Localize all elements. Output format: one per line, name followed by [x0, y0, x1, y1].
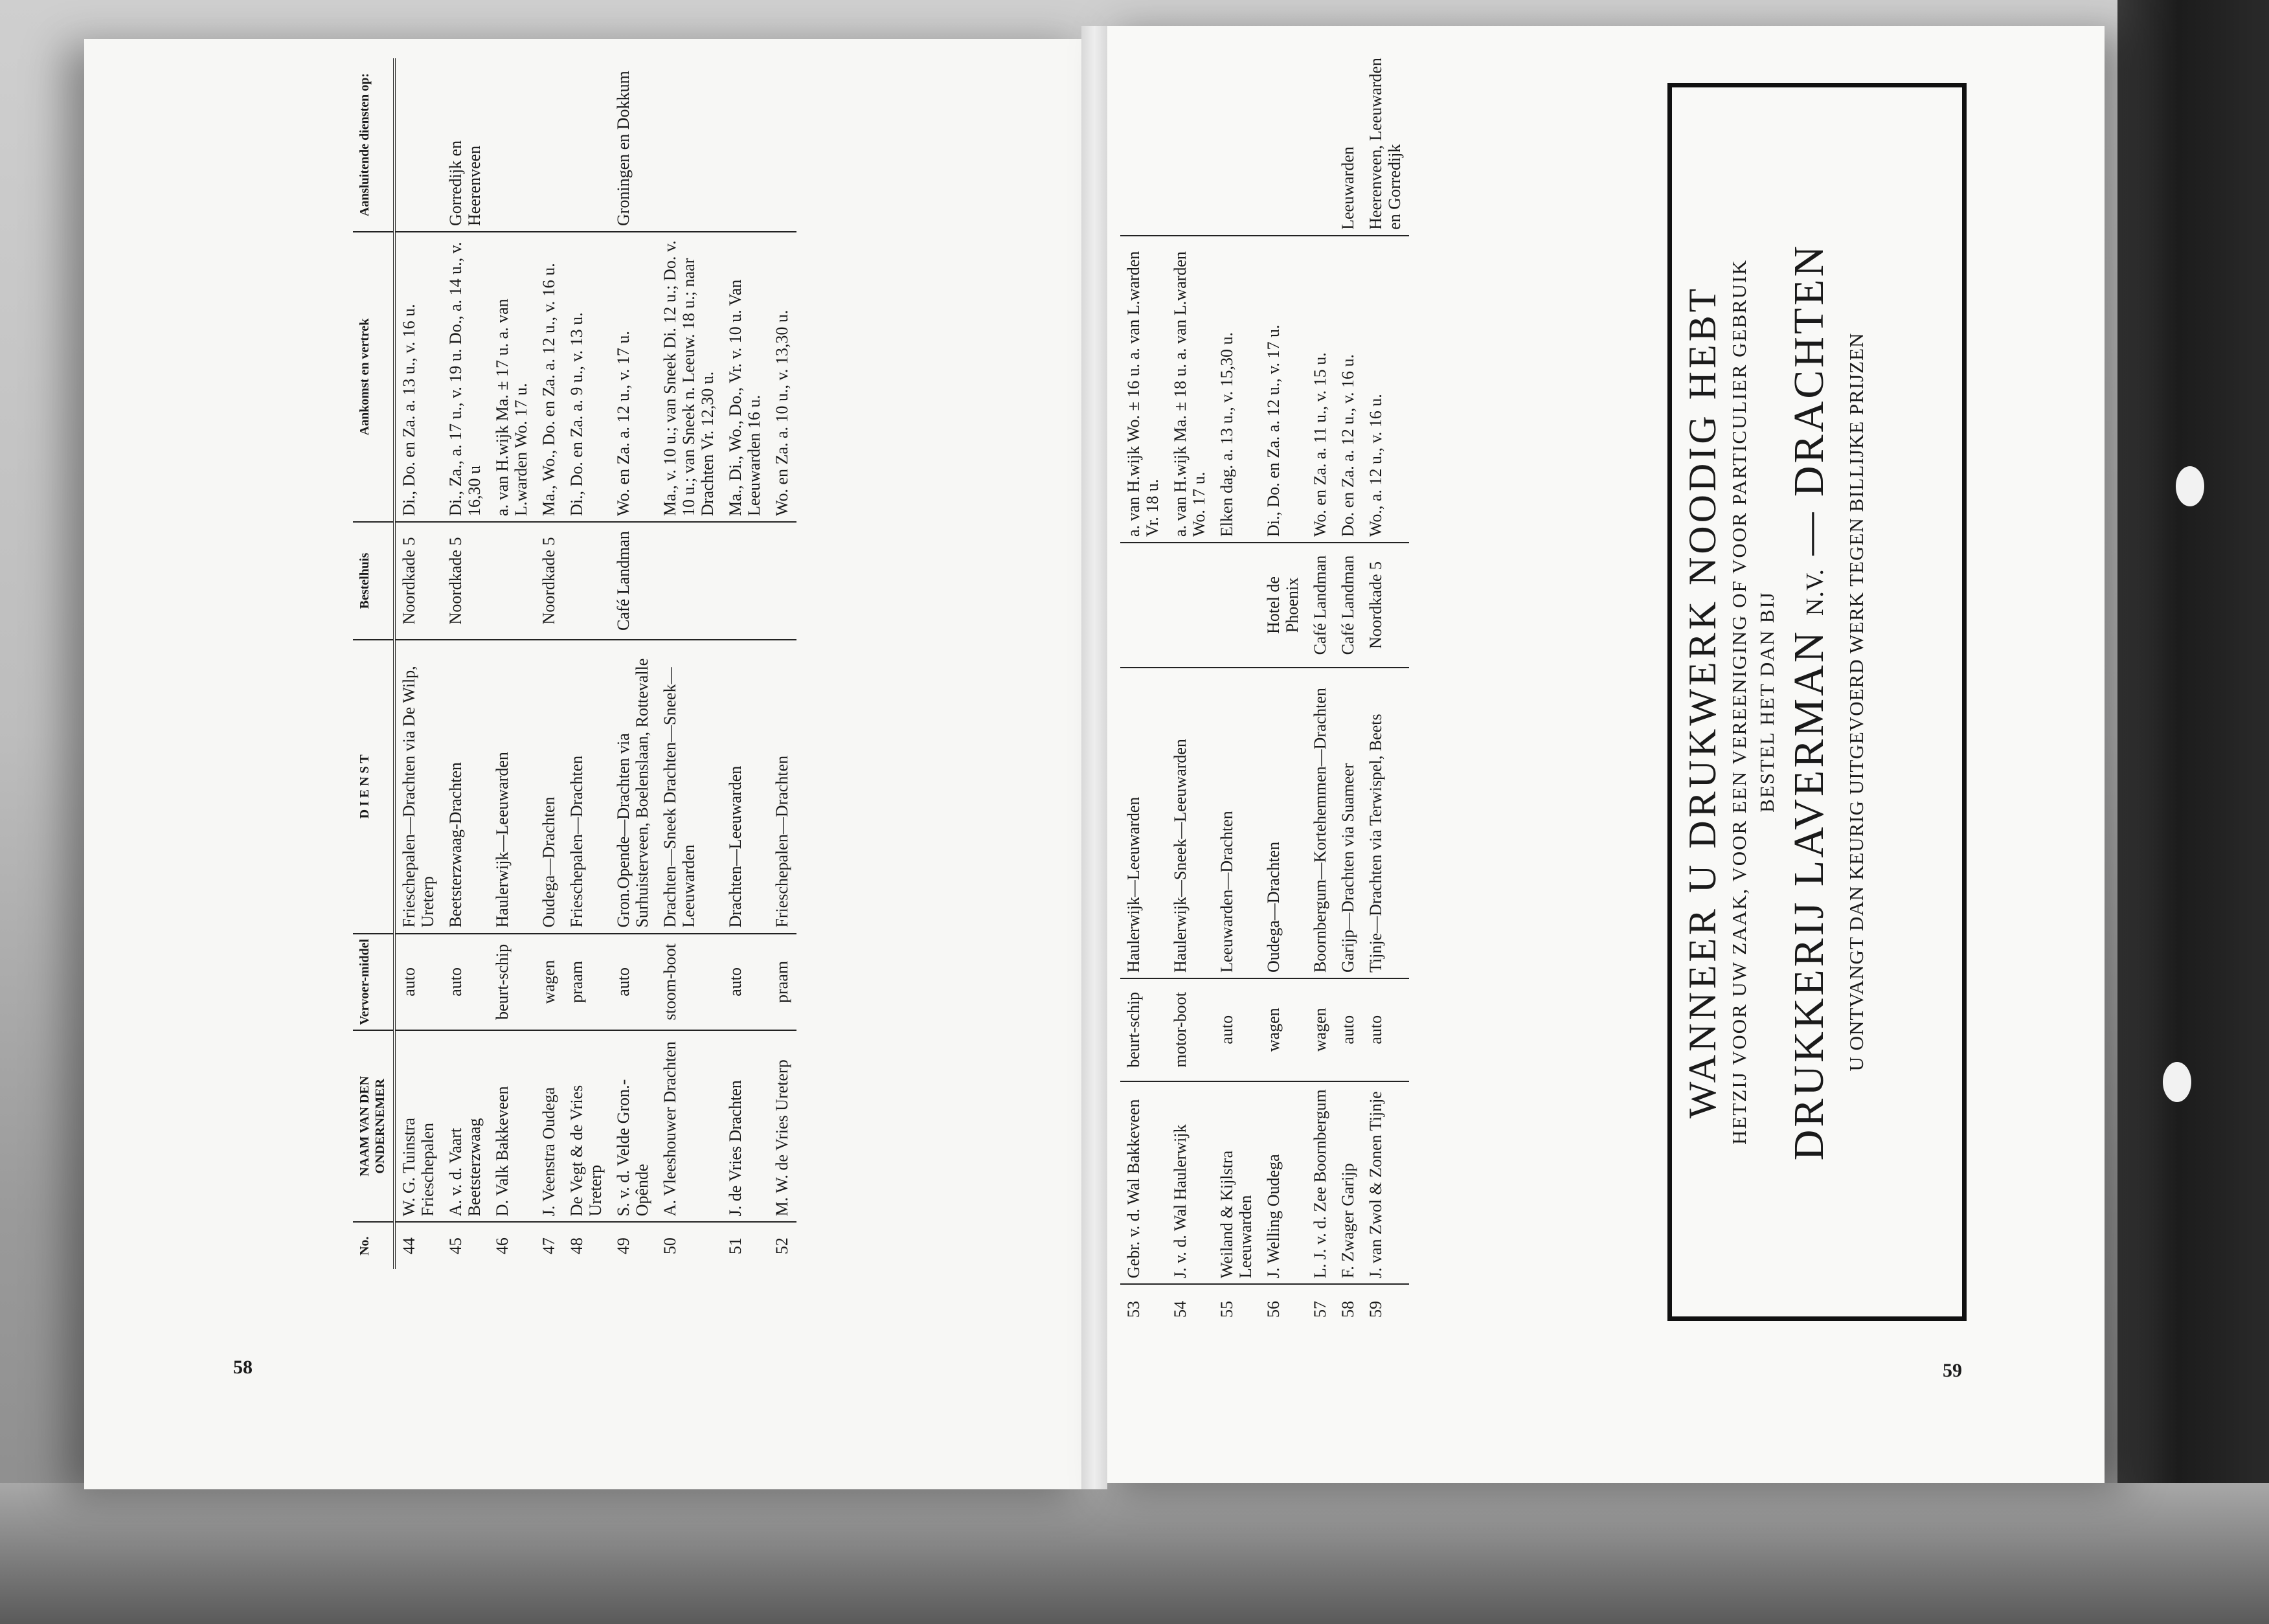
cell-aankomst: Wo. en Za. a. 10 u., v. 13,30 u. — [769, 232, 796, 522]
cell-dienst: Haulerwijk—Sneek—Leeuwarden — [1167, 668, 1214, 978]
cell-naam: A. Vleeshouwer Drachten — [657, 1030, 722, 1222]
cell-aansluiting — [1167, 52, 1214, 236]
cell-vervoermiddel: auto — [394, 934, 442, 1031]
cell-vervoermiddel: praam — [563, 934, 610, 1031]
cell-aankomst: Wo., a. 12 u., v. 16 u. — [1362, 236, 1409, 543]
ad-order-line: BESTEL HET DAN BIJ — [1755, 591, 1778, 813]
cell-no: 50 — [660, 1237, 679, 1255]
cell-aansluiting — [722, 58, 769, 232]
cell-no: 55 — [1217, 1301, 1236, 1318]
cell-vervoermiddel: stoom-boot — [657, 934, 722, 1031]
cell-dienst: Leeuwarden—Drachten — [1214, 668, 1260, 978]
cell-bestelhuis — [769, 522, 796, 640]
cell-no: 57 — [1311, 1301, 1329, 1318]
cell-no: 45 — [446, 1237, 465, 1255]
cell-vervoermiddel: auto — [1335, 978, 1362, 1081]
cell-no: 59 — [1366, 1301, 1385, 1318]
cell-vervoermiddel: auto — [442, 934, 489, 1031]
page-number-left: 58 — [233, 1357, 253, 1378]
table-body-right — [1120, 52, 1409, 1334]
cell-vervoermiddel: praam — [769, 934, 796, 1031]
cell-aansluiting: Gorredijk en Heerenveen — [442, 58, 489, 232]
cell-aansluiting — [489, 58, 536, 232]
ad-company-place: — DRACHTEN — [1785, 243, 1833, 556]
cell-naam: J. van Zwol & Zonen Tijnje — [1362, 1081, 1409, 1285]
advertisement-box — [1667, 83, 1967, 1321]
cell-vervoermiddel: motor-boot — [1167, 978, 1214, 1081]
cell-aansluiting — [563, 58, 610, 232]
table-row — [1120, 52, 1167, 1334]
table-row — [563, 58, 610, 1269]
cell-bestelhuis — [657, 522, 722, 640]
table-row — [610, 58, 657, 1269]
book-gutter — [1081, 26, 1107, 1489]
cell-no: 46 — [493, 1237, 512, 1255]
scanner-bottom-shadow — [0, 1483, 2269, 1624]
cell-aankomst: Wo. en Za. a. 11 u., v. 15 u. — [1307, 236, 1335, 543]
cell-naam: S. v. d. Velde Gron.-Opênde — [610, 1030, 657, 1222]
cell-naam: W. G. Tuinstra Frieschepalen — [394, 1030, 442, 1222]
cell-aankomst: a. van H.wijk Ma. ± 17 u. a. van L.warden Wo. 17 u. — [489, 232, 536, 522]
ad-company-line — [1782, 100, 1842, 1303]
advertisement-wrapper — [1667, 78, 1972, 1321]
ad-subline: HETZIJ VOOR UW ZAAK, VOOR EEN VEREENIGING OF VOOR PARTICULIER GEBRUIK — [1728, 259, 1750, 1145]
cell-naam: J. de Vries Drachten — [722, 1030, 769, 1222]
cell-no: 51 — [726, 1237, 745, 1255]
cell-bestelhuis — [1214, 543, 1260, 668]
cell-bestelhuis — [1120, 543, 1167, 668]
cell-no: 48 — [567, 1237, 586, 1255]
table-row — [1307, 52, 1335, 1334]
cell-dienst: Beetsterzwaag-Drachten — [442, 640, 489, 933]
header-aansluitende: Aansluitende diensten op: — [353, 58, 394, 232]
cell-dienst: Oudega—Drachten — [536, 640, 563, 933]
cell-vervoermiddel: auto — [1214, 978, 1260, 1081]
cell-vervoermiddel: auto — [722, 934, 769, 1031]
cell-vervoermiddel: wagen — [1307, 978, 1335, 1081]
cell-aankomst: a. van H.wijk Wo. ± 16 u. a. van L.warden Vr. 18 u. — [1120, 236, 1167, 543]
cell-aankomst: Di., Do. en Za. a. 13 u., v. 16 u. — [394, 232, 442, 522]
ad-company-name: DRUKKERIJ LAVERMAN — [1785, 629, 1833, 1161]
cell-bestelhuis: Noordkade 5 — [1362, 543, 1409, 668]
cell-aankomst: Do. en Za. a. 12 u., v. 16 u. — [1335, 236, 1362, 543]
table-row — [1362, 52, 1409, 1334]
schedule-table-left-wrapper — [353, 58, 1078, 1269]
cell-dienst: Haulerwijk—Leeuwarden — [1120, 668, 1167, 978]
table-row — [1335, 52, 1362, 1334]
ad-company-nv: N.V. — [1801, 569, 1829, 616]
table-header-row — [353, 58, 394, 1269]
cell-aankomst: Ma., v. 10 u.; van Sneek Di. 12 u.; Do. v. 10 u.; van Sneek n. Leeuw. 18 u.; naar Drachten Vr. 12,30 u. — [657, 232, 722, 522]
cell-naam: D. Valk Bakkeveen — [489, 1030, 536, 1222]
cell-bestelhuis — [722, 522, 769, 640]
cell-no: 49 — [614, 1237, 633, 1255]
cell-no: 47 — [539, 1237, 558, 1255]
cell-naam: Gebr. v. d. Wal Bakkeveen — [1120, 1081, 1167, 1285]
cell-vervoermiddel: wagen — [536, 934, 563, 1031]
cell-aankomst: Di., Za., a. 17 u., v. 19 u. Do., a. 14 u., v. 16,30 u — [442, 232, 489, 522]
cell-aankomst: Di., Do. en Za. a. 12 u., v. 17 u. — [1260, 236, 1307, 543]
header-naam: NAAM VAN DEN ONDERNEMER — [353, 1030, 394, 1222]
cell-naam: L. J. v. d. Zee Boornbergum — [1307, 1081, 1335, 1285]
schedule-table-left — [353, 58, 796, 1269]
cell-bestelhuis: Café Landman — [1335, 543, 1362, 668]
cell-bestelhuis: Noordkade 5 — [442, 522, 489, 640]
cell-naam: J. v. d. Wal Haulerwijk — [1167, 1081, 1214, 1285]
page-number-right: 59 — [1943, 1360, 1962, 1381]
header-no: No. — [353, 1222, 394, 1269]
header-dienst: D I E N S T — [353, 640, 394, 933]
table-row — [769, 58, 796, 1269]
table-row — [657, 58, 722, 1269]
cell-aansluiting — [1260, 52, 1307, 236]
cell-vervoermiddel: auto — [610, 934, 657, 1031]
cell-dienst: Frieschepalen—Drachten via De Wilp, Ureterp — [394, 640, 442, 933]
cell-naam: Weiland & Kijlstra Leeuwarden — [1214, 1081, 1260, 1285]
cell-dienst: Frieschepalen—Drachten — [563, 640, 610, 933]
cell-no: 58 — [1338, 1301, 1357, 1318]
cell-naam: M. W. de Vries Ureterp — [769, 1030, 796, 1222]
table-row — [722, 58, 769, 1269]
cell-aansluiting — [1120, 52, 1167, 236]
ad-headline: WANNEER U DRUKWERK NOODIG HEBT — [1681, 285, 1724, 1119]
cell-dienst: Tijnje—Drachten via Terwispel, Beets — [1362, 668, 1409, 978]
cell-dienst: Drachten—Sneek Drachten—Sneek—Leeuwarden — [657, 640, 722, 933]
table-row — [1260, 52, 1307, 1334]
cell-aankomst: a. van H.wijk Ma. ± 18 u. a. van L.warden Wo. 17 u. — [1167, 236, 1214, 543]
table-body-left — [394, 58, 796, 1269]
cell-aansluiting — [394, 58, 442, 232]
cell-vervoermiddel: beurt-schip — [1120, 978, 1167, 1081]
table-row — [394, 58, 442, 1269]
cell-aansluiting — [536, 58, 563, 232]
cell-naam: J. Welling Oudega — [1260, 1081, 1307, 1285]
cell-dienst: Haulerwijk—Leeuwarden — [489, 640, 536, 933]
cell-bestelhuis: Hotel de Phoenix — [1260, 543, 1307, 668]
cell-aankomst: Di., Do. en Za. a. 9 u., v. 13 u. — [563, 232, 610, 522]
header-vervoermiddel: Vervoer-middel — [353, 934, 394, 1031]
scanner-lid-shadow — [2117, 0, 2269, 1624]
cell-bestelhuis — [489, 522, 536, 640]
header-bestelhuis: Bestelhuis — [353, 522, 394, 640]
cell-dienst: Drachten—Leeuwarden — [722, 640, 769, 933]
cell-naam: J. Veenstra Oudega — [536, 1030, 563, 1222]
cell-naam: A. v. d. Vaart Beetsterzwaag — [442, 1030, 489, 1222]
cell-dienst: Frieschepalen—Drachten — [769, 640, 796, 933]
cell-no: 53 — [1124, 1301, 1143, 1318]
punch-hole-top — [2176, 466, 2204, 506]
cell-bestelhuis — [563, 522, 610, 640]
schedule-table-right — [1120, 52, 1409, 1334]
cell-aankomst: Ma., Di., Wo., Do., Vr. v. 10 u. Van Leeuwarden 16 u. — [722, 232, 769, 522]
cell-naam: F. Zwager Garijp — [1335, 1081, 1362, 1285]
cell-aansluiting: Groningen en Dokkum — [610, 58, 657, 232]
cell-vervoermiddel: auto — [1362, 978, 1409, 1081]
cell-aansluiting — [769, 58, 796, 232]
table-row — [1167, 52, 1214, 1334]
table-row — [536, 58, 563, 1269]
header-aankomst: Aankomst en vertrek — [353, 232, 394, 522]
ad-footer-line: U ONTVANGT DAN KEURIG UITGEVOERD WERK TEGEN BILLIJKE PRIJZEN — [1845, 332, 1868, 1072]
cell-dienst: Gron.Opende—Drachten via Surhuisterveen, Boelenslaan, Rottevalle — [610, 640, 657, 933]
cell-aansluiting: Heerenveen, Leeuwarden en Gorredijk — [1362, 52, 1409, 236]
cell-no: 52 — [773, 1237, 791, 1255]
cell-bestelhuis: Café Landman — [1307, 543, 1335, 668]
cell-bestelhuis: Noordkade 5 — [536, 522, 563, 640]
cell-naam: De Vegt & de Vries Ureterp — [563, 1030, 610, 1222]
cell-aansluiting — [1307, 52, 1335, 236]
cell-aansluiting — [657, 58, 722, 232]
cell-aansluiting: Leeuwarden — [1335, 52, 1362, 236]
cell-vervoermiddel: beurt-schip — [489, 934, 536, 1031]
cell-bestelhuis — [1167, 543, 1214, 668]
schedule-table-right-wrapper — [1120, 52, 1404, 1334]
cell-vervoermiddel: wagen — [1260, 978, 1307, 1081]
cell-bestelhuis: Café Landman — [610, 522, 657, 640]
cell-aankomst: Elken dag. a. 13 u., v. 15,30 u. — [1214, 236, 1260, 543]
table-row — [442, 58, 489, 1269]
cell-no: 54 — [1171, 1301, 1190, 1318]
cell-bestelhuis: Noordkade 5 — [394, 522, 442, 640]
cell-no: 56 — [1264, 1301, 1283, 1318]
cell-aankomst: Wo. en Za. a. 12 u., v. 17 u. — [610, 232, 657, 522]
cell-dienst: Boornbergum—Kortehemmen—Drachten — [1307, 668, 1335, 978]
punch-hole-bottom — [2163, 1062, 2191, 1102]
cell-aankomst: Ma., Wo., Do. en Za. a. 12 u., v. 16 u. — [536, 232, 563, 522]
cell-aansluiting — [1214, 52, 1260, 236]
cell-dienst: Oudega—Drachten — [1260, 668, 1307, 978]
cell-dienst: Garijp—Drachten via Suameer — [1335, 668, 1362, 978]
table-row — [489, 58, 536, 1269]
table-row — [1214, 52, 1260, 1334]
cell-no: 44 — [400, 1237, 418, 1255]
